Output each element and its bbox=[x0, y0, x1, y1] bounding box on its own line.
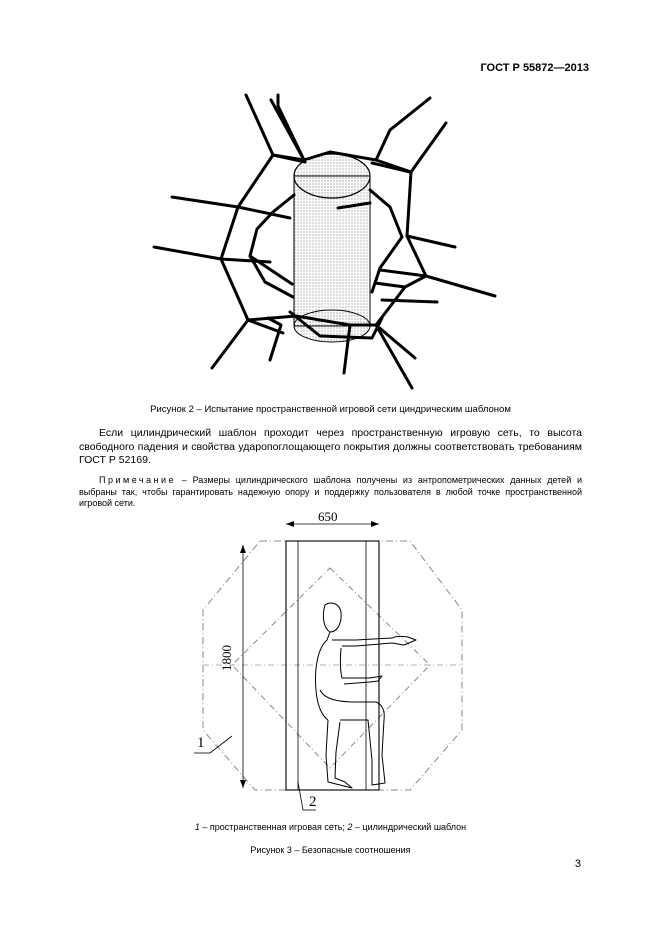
page-number: 3 bbox=[574, 858, 581, 870]
height-dimension-label: 1800 bbox=[219, 645, 234, 671]
figure-2-caption: Рисунок 2 – Испытание пространственной игровой сети циндрическим шаблоном bbox=[150, 404, 511, 415]
cylinder-template-rect bbox=[286, 541, 379, 790]
legend-text-2: – цилиндрический шаблон bbox=[352, 822, 467, 832]
legend-text-1: – пространственная игровая сеть; bbox=[199, 822, 348, 832]
legend-number-2: 2 bbox=[347, 822, 353, 832]
octagon-net-outline bbox=[203, 541, 462, 790]
figure-3-legend bbox=[0, 822, 661, 832]
marker-2-label: 2 bbox=[309, 794, 317, 810]
document-standard-header: ГОСТ Р 55872—2013 bbox=[480, 62, 589, 74]
width-dimension-label: 650 bbox=[318, 509, 338, 524]
note-text: – Размеры цилиндрического шаблона получены из антропометрических данных детей и выбраны так, чтобы гарантировать надежную опору и поддержку пользователя в любой точке пространственной игровой сети. bbox=[79, 475, 582, 508]
inner-diamond-outline bbox=[232, 568, 430, 768]
figure-3-caption: Рисунок 3 – Безопасные соотношения bbox=[250, 845, 411, 855]
body-paragraph: Если цилиндрический шаблон проходит через пространственную игровую сеть, то высота свободного падения и свойства ударопоглощающего покрытия должны соответствовать требованиям ГОСТ Р 52169. bbox=[79, 427, 582, 466]
marker-1-label: 1 bbox=[197, 735, 205, 751]
note-label: Примечание bbox=[99, 475, 177, 485]
legend-number-1: 1 bbox=[194, 822, 200, 832]
